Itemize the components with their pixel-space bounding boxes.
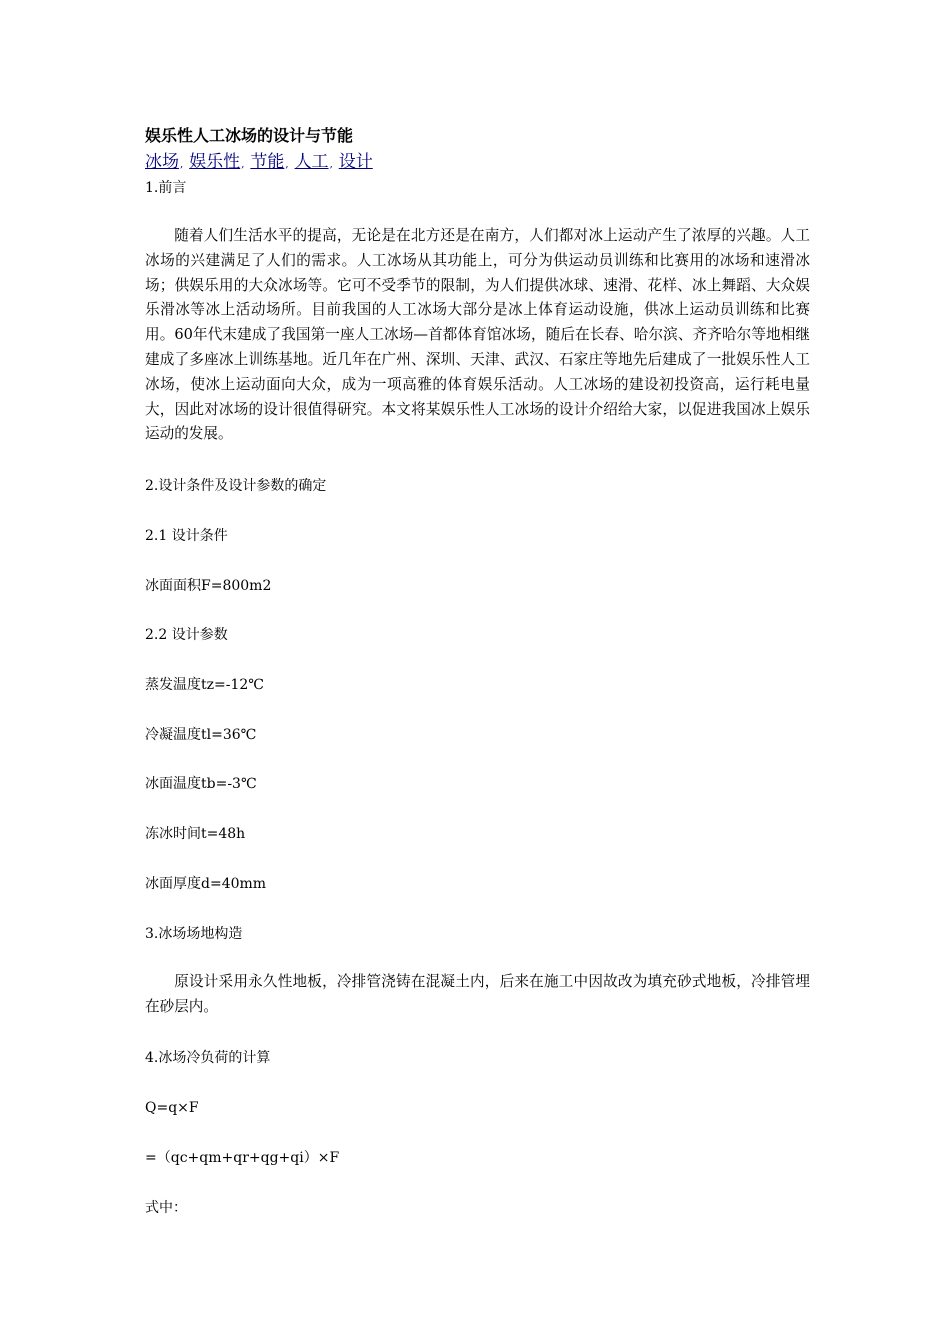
- tag-separator: ,: [329, 159, 333, 170]
- subsection-heading-parameters: 2.2 设计参数: [145, 627, 228, 643]
- where-label: 式中：: [145, 1200, 187, 1216]
- tag-link-energy-saving[interactable]: 节能: [250, 152, 285, 172]
- section-heading-construction: 3.冰场场地构造: [145, 926, 243, 942]
- param-condensing-temp: 冷凝温度tl=36℃: [145, 727, 257, 743]
- section-heading-cooling-load: 4.冰场冷负荷的计算: [145, 1050, 271, 1066]
- tag-link-ice-rink[interactable]: 冰场: [145, 152, 179, 172]
- tag-link-artificial[interactable]: 人工: [294, 152, 329, 172]
- param-ice-area: 冰面面积F=800m2: [145, 578, 272, 594]
- paragraph-construction: 原设计采用永久性地板，冷排管浇铸在混凝土内，后来在施工中因故改为填充砂式地板，冷排管埋在砂层内。: [145, 973, 810, 1015]
- section-heading-intro: 1.前言: [145, 180, 187, 196]
- equation-total-load: Q=q×F: [145, 1100, 199, 1116]
- tag-link-entertainment[interactable]: 娱乐性: [189, 152, 241, 172]
- tag-separator: ,: [180, 159, 184, 170]
- equation-load-components: =（qc+qm+qr+qg+qi）×F: [145, 1150, 340, 1166]
- paragraph-intro: 随着人们生活水平的提高，无论是在北方还是在南方，人们都对冰上运动产生了浓厚的兴趣。人工冰场的兴建满足了人们的需求。人工冰场从其功能上，可分为供运动员训练和比赛用的冰场和速滑冰场；供娱乐用的大众冰场等。它可不受季节的限制，为人们提供冰球、速滑、花样、冰上舞蹈、大众娱乐滑冰等冰上活动场所。目前我国的人工冰场大部分是冰上体育运动设施，供冰上运动员训练和比赛用。60年代末建成了我国第一座人工冰场—首都体育馆冰场，随后在长春、哈尔滨、齐齐哈尔等地相继建成了多座冰上训练基地。近几年在广州、深圳、天津、武汉、石家庄等地先后建成了一批娱乐性人工冰场，使冰上运动面向大众，成为一项高雅的体育娱乐活动。人工冰场的建设初投资高，运行耗电量大，因此对冰场的设计很值得研究。本文将某娱乐性人工冰场的设计介绍给大家，以促进我国冰上娱乐运动的发展。: [145, 227, 810, 443]
- tag-link-design[interactable]: 设计: [338, 152, 373, 172]
- param-ice-thickness: 冰面厚度d=40mm: [145, 876, 267, 892]
- param-evaporation-temp: 蒸发温度tz=-12℃: [145, 677, 264, 693]
- tag-list: [145, 150, 373, 177]
- param-ice-surface-temp: 冰面温度tb=-3℃: [145, 776, 257, 792]
- section-heading-design-conditions: 2.设计条件及设计参数的确定: [145, 478, 327, 494]
- tag-separator: ,: [241, 159, 245, 170]
- tag-separator: ,: [285, 159, 289, 170]
- article-title: 娱乐性人工冰场的设计与节能: [145, 126, 354, 145]
- param-freezing-time: 冻冰时间t=48h: [145, 826, 246, 842]
- subsection-heading-conditions: 2.1 设计条件: [145, 528, 228, 544]
